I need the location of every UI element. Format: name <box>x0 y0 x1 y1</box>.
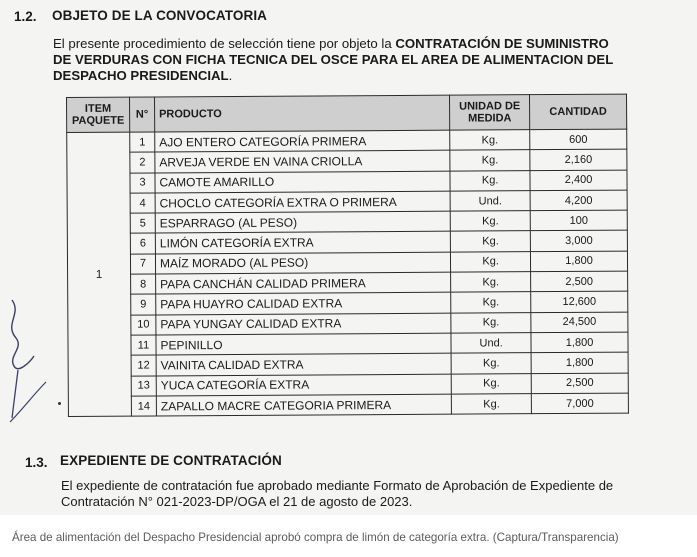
row-number: 1 <box>130 132 155 152</box>
product-name: PEPINILLO <box>156 333 451 355</box>
unit-cell: Und. <box>451 333 531 354</box>
unit-cell: Kg. <box>451 312 531 333</box>
product-name: PAPA HUAYRO CALIDAD EXTRA <box>156 293 451 315</box>
product-name: MAÍZ MORADO (AL PESO) <box>155 252 450 274</box>
products-table <box>66 94 629 418</box>
row-number: 7 <box>130 254 155 274</box>
row-number: 6 <box>130 233 155 253</box>
product-name: AJO ENTERO CATEGORÍA PRIMERA <box>155 130 450 152</box>
quantity-cell: 600 <box>530 129 627 150</box>
quantity-cell: 2,500 <box>531 373 628 394</box>
row-number: 12 <box>131 355 156 375</box>
unit-cell: Kg. <box>450 170 530 191</box>
handwritten-signature <box>0 290 60 450</box>
table-header-row <box>67 94 627 132</box>
quantity-cell: 2,500 <box>531 271 628 292</box>
product-name: YUCA CATEGORÍA EXTRA <box>156 374 451 396</box>
header-num: N° <box>129 97 154 132</box>
unit-cell: Kg. <box>450 130 530 151</box>
quantity-cell: 1,800 <box>531 352 628 373</box>
intro-text: El presente procedimiento de selección tiene por objeto la <box>53 36 392 51</box>
intro-paragraph <box>53 36 653 84</box>
row-number: 14 <box>131 396 156 416</box>
product-name: CAMOTE AMARILLO <box>155 171 450 193</box>
header-unidad: UNIDAD DE MEDIDA <box>450 95 530 130</box>
product-name: ARVEJA VERDE EN VAINA CRIOLLA <box>155 150 450 172</box>
intro-bold: DE VERDURAS CON FICHA TECNICA DEL OSCE PARA EL AREA DE ALIMENTACION DEL <box>53 52 614 67</box>
photo-caption: Área de alimentación del Despacho Presidencial aprobó compra de limón de categoría extra. (Captura/Transparencia) <box>12 531 619 544</box>
intro-bold: DESPACHO PRESIDENCIAL <box>53 68 229 83</box>
section-number: 1.3. <box>25 455 48 470</box>
unit-cell: Kg. <box>450 150 530 171</box>
unit-cell: Kg. <box>451 373 531 394</box>
quantity-cell: 100 <box>530 210 627 231</box>
row-number: 11 <box>131 335 156 355</box>
row-number: 10 <box>131 315 156 335</box>
quantity-cell: 1,800 <box>531 332 628 353</box>
package-cell: 1 <box>67 132 132 417</box>
unit-cell: Kg. <box>451 292 531 313</box>
table-row <box>68 393 628 417</box>
product-name: PAPA CANCHÁN CALIDAD PRIMERA <box>156 272 451 294</box>
unit-cell: Kg. <box>451 251 531 272</box>
quantity-cell: 3,000 <box>530 231 627 252</box>
ink-dot <box>58 402 61 405</box>
expediente-paragraph <box>61 478 691 510</box>
product-name: CHOCLO CATEGORÍA EXTRA O PRIMERA <box>155 191 450 213</box>
unit-cell: Kg. <box>450 211 530 232</box>
row-number: 3 <box>130 173 155 193</box>
product-name: ZAPALLO MACRE CATEGORIA PRIMERA <box>156 394 451 416</box>
header-producto: PRODUCTO <box>154 95 449 132</box>
product-name: PAPA YUNGAY CALIDAD EXTRA <box>156 313 451 335</box>
row-number: 4 <box>130 193 155 213</box>
row-number: 13 <box>131 376 156 396</box>
unit-cell: Kg. <box>451 353 531 374</box>
quantity-cell: 2,400 <box>530 170 627 191</box>
quantity-cell: 1,800 <box>531 251 628 272</box>
row-number: 9 <box>131 294 156 314</box>
product-name: ESPARRAGO (AL PESO) <box>155 211 450 233</box>
intro-bold: CONTRATACIÓN DE SUMINISTRO <box>395 36 609 51</box>
unit-cell: Kg. <box>451 231 531 252</box>
row-number: 2 <box>130 152 155 172</box>
header-item-paquete: ITEM PAQUETE <box>67 97 130 132</box>
product-name: VAINITA CALIDAD EXTRA <box>156 353 451 375</box>
product-name: LIMÓN CATEGORÍA EXTRA <box>155 232 450 254</box>
quantity-cell: 2,160 <box>530 149 627 170</box>
unit-cell: Kg. <box>452 394 532 415</box>
section-number: 1.2. <box>14 9 37 24</box>
quantity-cell: 12,600 <box>531 291 628 312</box>
quantity-cell: 7,000 <box>531 393 628 414</box>
quantity-cell: 24,500 <box>531 312 628 333</box>
intro-end: . <box>228 68 233 83</box>
unit-cell: Und. <box>450 191 530 212</box>
unit-cell: Kg. <box>451 272 531 293</box>
section-title: EXPEDIENTE DE CONTRATACIÓN <box>60 453 282 468</box>
row-number: 5 <box>130 213 155 233</box>
expediente-line: Contratación N° 021-2023-DP/OGA el 21 de agosto de 2023. <box>61 494 413 509</box>
quantity-cell: 4,200 <box>530 190 627 211</box>
expediente-line: El expediente de contratación fue aprobado mediante Formato de Aprobación de Expediente de <box>61 478 614 493</box>
section-title: OBJETO DE LA CONVOCATORIA <box>52 8 268 23</box>
row-number: 8 <box>131 274 156 294</box>
header-cantidad: CANTIDAD <box>530 94 627 130</box>
